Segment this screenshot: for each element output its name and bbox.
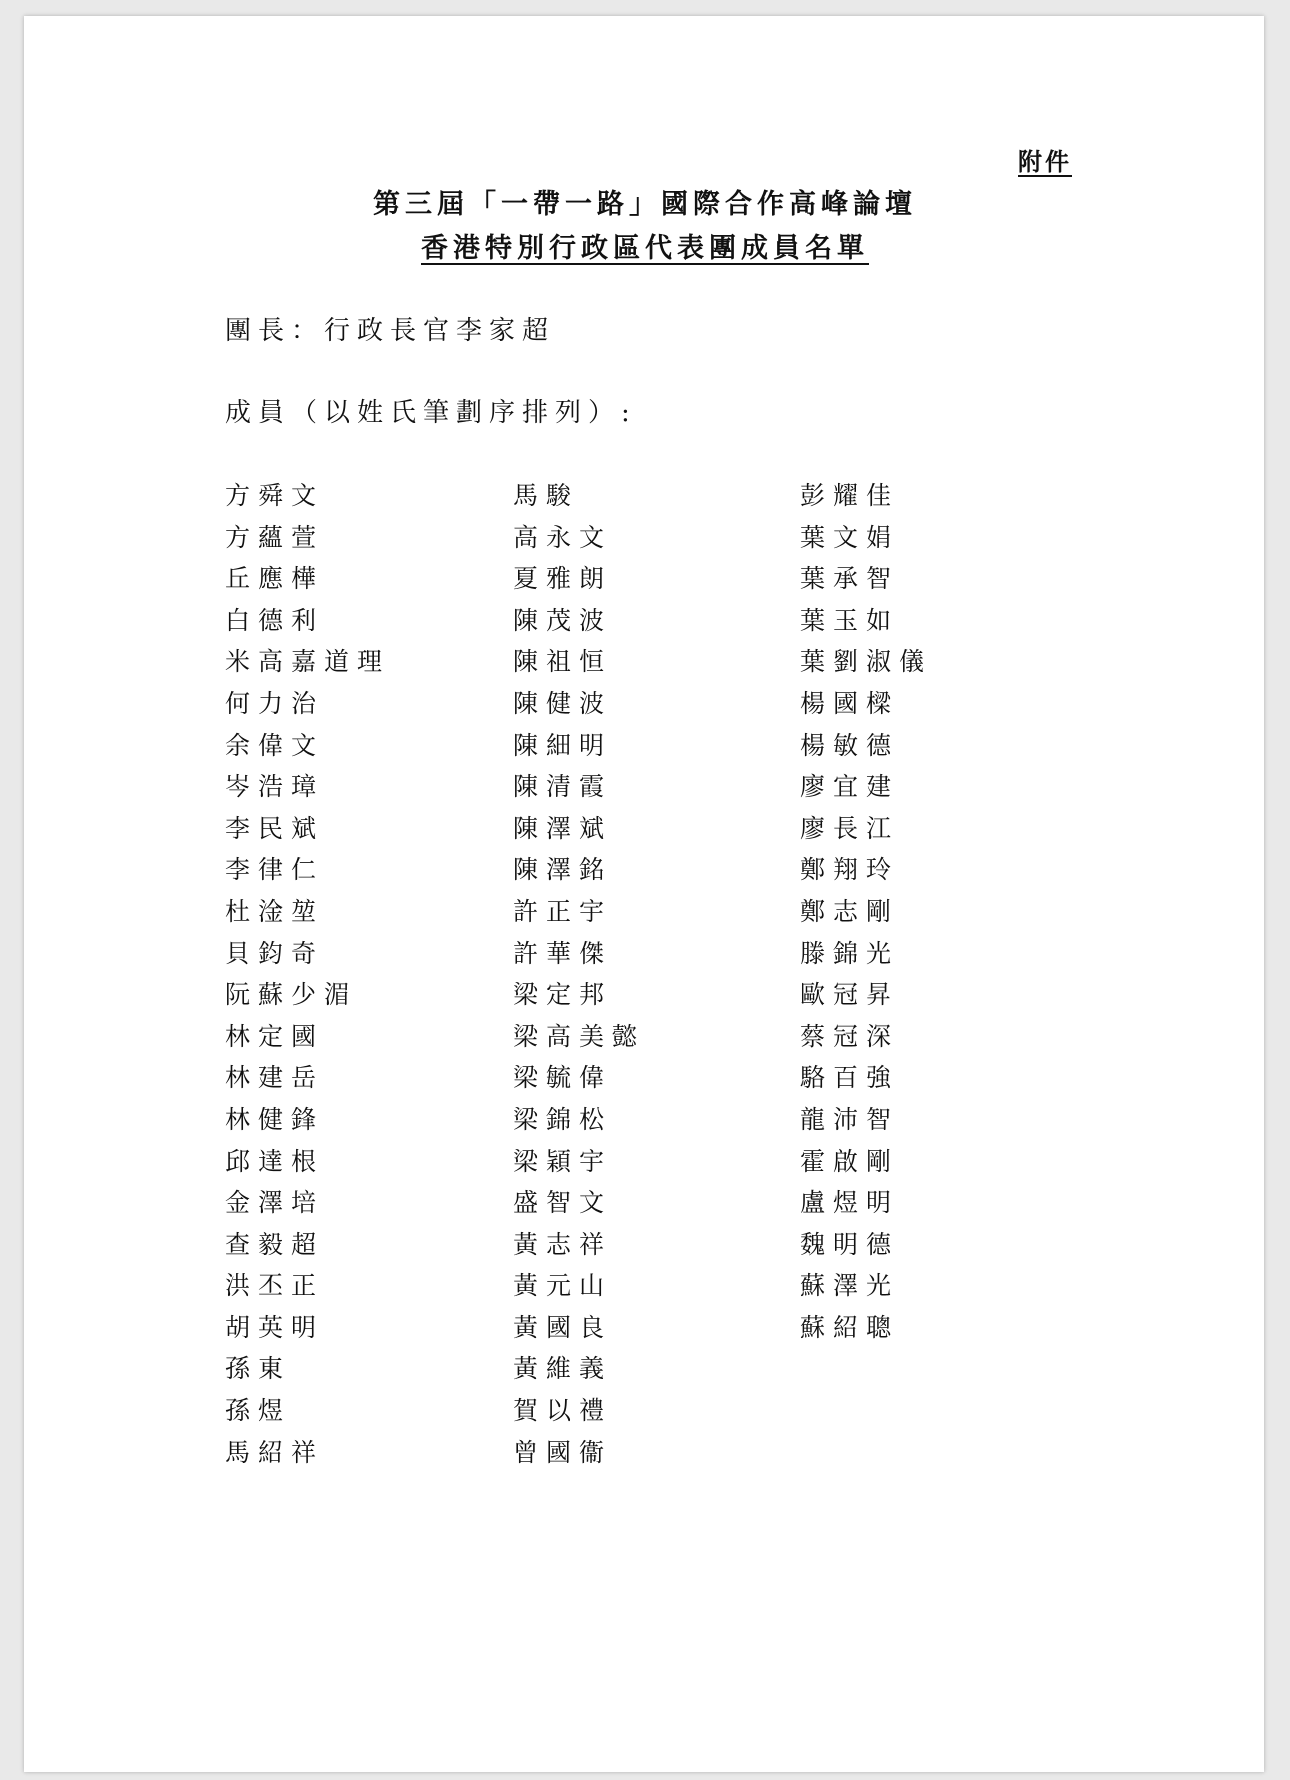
member-name: 陳清霞 — [513, 772, 613, 802]
member-name: 陳茂波 — [513, 605, 613, 635]
document-subtitle: 香港特別行政區代表團成員名單 — [421, 233, 869, 264]
member-name: 蔡冠深 — [800, 1021, 900, 1051]
member-name: 黃國良 — [513, 1312, 613, 1342]
members-column-1 — [225, 476, 390, 1474]
member-name: 岑浩璋 — [225, 772, 325, 802]
member-name: 許正宇 — [513, 896, 613, 926]
member-name: 余偉文 — [225, 730, 325, 760]
member-name: 孫煜 — [225, 1396, 292, 1426]
member-name: 葉文娟 — [800, 522, 900, 552]
member-name: 葉玉如 — [800, 605, 900, 635]
member-name: 夏雅朗 — [513, 564, 613, 594]
member-name: 黃維義 — [513, 1354, 613, 1384]
member-name: 洪丕正 — [225, 1271, 325, 1301]
member-name: 蘇紹聰 — [800, 1312, 900, 1342]
member-name: 林定國 — [225, 1021, 325, 1051]
member-name: 霍啟剛 — [800, 1146, 900, 1176]
member-name: 陳細明 — [513, 730, 613, 760]
member-name: 孫東 — [225, 1354, 292, 1384]
member-name: 賀以禮 — [513, 1396, 613, 1426]
member-name: 何力治 — [225, 688, 325, 718]
member-name: 滕錦光 — [800, 938, 900, 968]
members-column-2 — [513, 476, 645, 1474]
member-name: 馬紹祥 — [225, 1437, 325, 1467]
member-name: 盛智文 — [513, 1188, 613, 1218]
member-name: 杜淦堃 — [225, 896, 325, 926]
member-name: 丘應樺 — [225, 564, 325, 594]
member-name: 歐冠昇 — [800, 980, 900, 1010]
member-name: 陳祖恒 — [513, 647, 613, 677]
member-name: 鄭志剛 — [800, 896, 900, 926]
member-name: 曾國衞 — [513, 1437, 613, 1467]
member-name: 高永文 — [513, 522, 613, 552]
member-name: 彭耀佳 — [800, 481, 900, 510]
member-name: 駱百強 — [800, 1063, 900, 1093]
member-name: 葉劉淑儀 — [800, 647, 933, 677]
member-name: 方舜文 — [225, 481, 325, 510]
member-name: 陳澤銘 — [513, 855, 613, 885]
member-name: 廖長江 — [800, 813, 900, 843]
member-name: 楊國樑 — [800, 688, 900, 718]
member-name: 邱達根 — [225, 1146, 325, 1176]
member-name: 胡英明 — [225, 1312, 325, 1342]
document-title: 第三屆「一帶一路」國際合作高峰論壇 — [373, 189, 917, 220]
member-name: 陳健波 — [513, 688, 613, 718]
member-name: 金澤培 — [225, 1188, 325, 1218]
member-name: 梁穎宇 — [513, 1146, 613, 1176]
member-name: 貝鈞奇 — [225, 938, 325, 968]
member-name: 黃志祥 — [513, 1229, 613, 1259]
member-name: 阮蘇少湄 — [225, 980, 358, 1010]
member-name: 許華傑 — [513, 938, 613, 968]
member-name: 林建岳 — [225, 1063, 325, 1093]
member-name: 梁定邦 — [513, 980, 613, 1010]
member-name: 馬駿 — [513, 481, 580, 510]
member-name: 李民斌 — [225, 813, 325, 843]
member-name: 龍沛智 — [800, 1104, 900, 1134]
member-name: 梁高美懿 — [513, 1021, 646, 1051]
member-name: 蘇澤光 — [800, 1271, 900, 1301]
member-name: 盧煜明 — [800, 1188, 900, 1218]
member-name: 黃元山 — [513, 1271, 613, 1301]
member-name: 白德利 — [225, 605, 325, 635]
member-name: 葉承智 — [800, 564, 900, 594]
member-name: 楊敏德 — [800, 730, 900, 760]
member-name: 廖宜建 — [800, 772, 900, 802]
member-name: 梁毓偉 — [513, 1063, 613, 1093]
member-name: 李律仁 — [225, 855, 325, 885]
member-name: 林健鋒 — [225, 1104, 325, 1134]
member-name: 米高嘉道理 — [225, 647, 391, 677]
head-of-delegation: 團長：行政長官李家超 — [225, 316, 556, 346]
member-name: 查毅超 — [225, 1229, 325, 1259]
member-name: 梁錦松 — [513, 1104, 613, 1134]
members-label: 成員（以姓氏筆劃序排列）: — [225, 398, 637, 428]
annex-label: 附件 — [1018, 147, 1072, 176]
members-column-3 — [800, 476, 932, 1349]
member-name: 陳澤斌 — [513, 813, 613, 843]
member-name: 方蘊萱 — [225, 522, 325, 552]
member-name: 鄭翔玲 — [800, 855, 900, 885]
member-name: 魏明德 — [800, 1229, 900, 1259]
